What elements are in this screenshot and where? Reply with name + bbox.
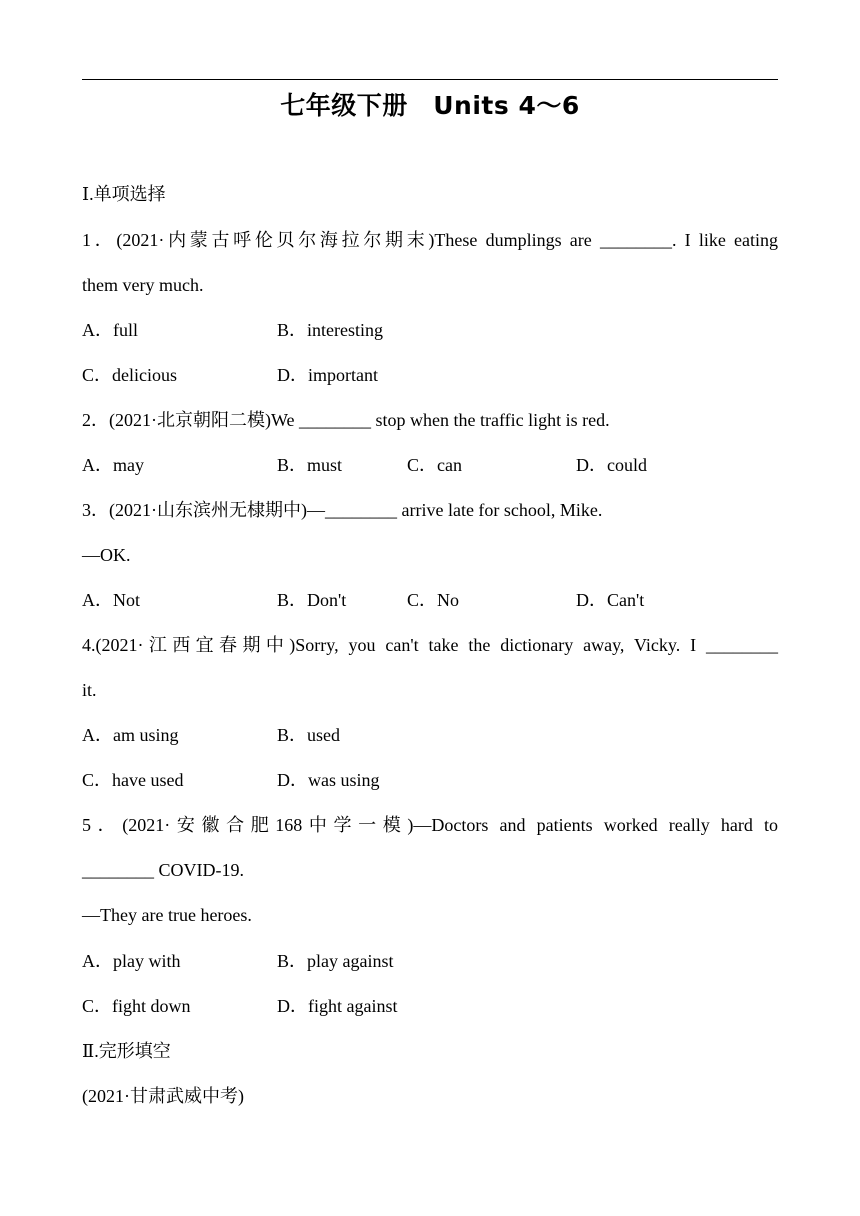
question-3-stem: 3．(2021·山东滨州无棣期中)—________ arrive late for school, Mike. [82,500,603,520]
question-3-option-d[interactable]: D．Can't [576,590,645,610]
question-1-option-a[interactable]: A．full [82,320,138,340]
question-4-option-b[interactable]: B．used [277,725,340,745]
question-4-stem: 4.(2021·江西宜春期中)Sorry, you can't take the dictionary away, Vicky. I ________ [82,635,778,655]
question-1-option-c[interactable]: C．delicious [82,365,177,385]
question-4-stem-cont: it. [82,680,97,700]
question-1-stem-cont: them very much. [82,275,204,295]
question-2-option-b[interactable]: B．must [277,455,343,475]
question-4-option-d[interactable]: D．was using [277,770,380,790]
question-5-option-c[interactable]: C．fight down [82,996,191,1016]
question-5-response: —They are true heroes. [82,905,252,925]
question-3-option-a[interactable]: A．Not [82,590,140,610]
question-2-option-d[interactable]: D．could [576,455,647,475]
question-4-option-c[interactable]: C．have used [82,770,184,790]
question-1-stem: 1．(2021·内蒙古呼伦贝尔海拉尔期末)These dumplings are ________. I like eating [82,230,778,250]
question-5-stem: 5．(2021·安徽合肥168中学一模)—Doctors and patients worked really hard to [82,815,778,835]
section-heading-single-choice: Ⅰ.单项选择 [82,184,166,204]
page-title: 七年级下册 Units 4～6 [280,91,580,120]
question-5-option-d[interactable]: D．fight against [277,996,398,1016]
question-2-option-a[interactable]: A．may [82,455,144,475]
question-3-response: —OK. [82,545,131,565]
question-4-option-a[interactable]: A．am using [82,725,179,745]
section-heading-cloze: Ⅱ.完形填空 [82,1041,171,1061]
question-1-option-d[interactable]: D．important [277,365,378,385]
passage-source: (2021·甘肃武威中考) [82,1086,244,1106]
question-3-option-b[interactable]: B．Don't [277,590,347,610]
question-3-option-c[interactable]: C．No [407,590,460,610]
question-5-option-a[interactable]: A．play with [82,951,181,971]
question-1-option-b[interactable]: B．interesting [277,320,383,340]
question-2-stem: 2．(2021·北京朝阳二模)We ________ stop when the traffic light is red. [82,410,610,430]
question-2-option-c[interactable]: C．can [407,455,462,475]
question-5-stem-cont: ________ COVID-19. [82,860,244,880]
header-rule [82,79,778,80]
question-5-option-b[interactable]: B．play against [277,951,394,971]
